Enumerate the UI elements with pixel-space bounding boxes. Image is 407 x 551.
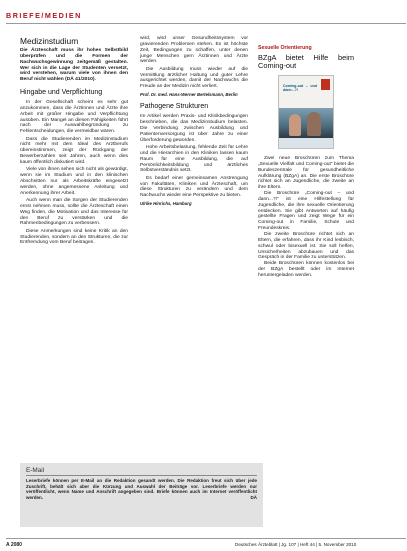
bzga-logo (321, 79, 330, 90)
brochure-cover-image (278, 75, 334, 149)
brochure-title: Coming-out – und dann...?! (283, 84, 317, 93)
article-column-2 (140, 36, 248, 206)
letter-2-byline: Ulrike Hinrichs, Hamburg (140, 201, 192, 207)
email-box-body: Leserbriefe können per E-Mail an die Redaktion gesandt werden. Die Redaktion freut sich über jede Zuschrift, behält sich aber die Kürzung und Auswahl der Beiträge vor. Leserbriefe werden nur veröffentlicht, wenn Name und Anschrift angegeben sind. Briefe können auch im Internet veröffentlicht werden. (26, 478, 257, 500)
email-box-rule (26, 475, 257, 476)
sidebar-headline: BZgA bietet Hilfe beim Coming-out (258, 52, 354, 71)
journal-citation: Deutsches Ärzteblatt | Jg. 107 | Heft 44 | 5. November 2010 (235, 542, 357, 547)
letter-1-byline: Prof. Dr. med. Hans-Werner Bertelsmann, Berlin (140, 92, 238, 98)
letter-1-subhead: Hingabe und Verpflichtung (20, 89, 103, 97)
sidebar-kicker: Sexuelle Orientierung (258, 45, 312, 51)
article-lead: Die Ärzteschaft muss ihr hohes Selbstbild überprüfen und die Formen der Nachwuchsgewinnung zeitgemäß gestalten. Wer sich in die Lage der Studenten versetzt, wird verstehen, warum viele von ihnen den Beruf nicht wählen (DÄ 41/2010). (20, 48, 128, 83)
section-label: BRIEFE/MEDIEN (6, 11, 82, 20)
letter-2-paragraph: Hohe Arbeitsbelastung, fehlende Zeit für Lehre und die Hierarchien in den Kliniken lassen kaum Raum für eine Ausbildung, die auf Persönlichkeitsbildung und ärztliches Selbstverständnis setzt. (140, 145, 248, 174)
letter-1-paragraph: Viele von ihnen sehen sich nicht als gewürdigt, wenn sie im Studium und in den klinischen Abschnitten nur als Arbeitskräfte eingesetzt werden, ohne angemessene Anleitung und Anerkennung ihrer Arbeit. (20, 167, 128, 196)
brochure-band (279, 138, 333, 148)
letter-1-paragraph: wird, wird unser Gesundheitssystem vor gravierenden Problemen stehen. Es ist höchste Zeit, Bedingungen zu schaffen, unter denen junge Menschen gern Ärztinnen und Ärzte werden. (140, 36, 248, 65)
letter-1-paragraph: Dass die Studierenden im Medizinstudium nicht mehr mit dem Ideal des Arztberufs übereinstimmen, zeigt der Rückgang der Bewerberzahlen seit Jahren, auch wenn dies kaum öffentlich diskutiert wird. (20, 136, 128, 165)
email-box-text (26, 478, 257, 500)
sidebar-paragraph: Beide Broschüren können kostenlos bei der BZgA bestellt oder im Internet heruntergeladen werden. (258, 261, 354, 278)
article-column-1 (20, 36, 128, 248)
sidebar-text (258, 156, 354, 279)
person-figure (307, 112, 321, 136)
person-figure (289, 114, 301, 136)
sidebar-paragraph: Die zweite Broschüre richtet sich an Eltern, die erfahren, dass ihr Kind lesbisch, schwul oder bisexuell ist. Sie soll helfen, Unsicherheiten abzubauen und das Gespräch in der Familie zu unterstützen. (258, 232, 354, 261)
email-box-signature: DÄ (250, 494, 257, 500)
email-box-title: E-Mail (26, 467, 45, 474)
footer-rule (6, 538, 406, 539)
article-headline: Medizinstudium (20, 36, 79, 46)
page-number: A 2080 (6, 542, 22, 548)
letter-1-paragraph: Auch wenn man die Sorgen der Studierenden ernst nehmen muss, sollte die Ärzteschaft einen Weg finden, die Motivation und das Interesse für den Beruf zu verstärken und die Rahmenbedingungen zu verbessern. (20, 198, 128, 227)
sidebar-paragraph: Die Broschüre „Coming-out – und dann...?!“ ist eine Hilfestellung für Jugendliche, die ihre sexuelle Orientierung entdecken. Sie gibt Antworten auf häufig gestellte Fragen und zeigt Wege für ein Coming-out in Familie, Schule und Freundeskreis. (258, 191, 354, 232)
email-info-box (20, 463, 263, 527)
letter-1-paragraph: Die Ausbildung muss wieder auf die Vermittlung ärztlicher Haltung und guter Lehre ausgerichtet werden, damit der Nachwuchs die Freude an der Medizin nicht verliert. (140, 66, 248, 90)
letter-2-subhead: Pathogene Strukturen (140, 103, 209, 111)
header-rule (6, 23, 406, 24)
letter-1-paragraph: In der Gesellschaft scheint es sehr gut anzukommen, dass die Ärztinnen und Ärzte ihre Arbeit mit großer Hingabe und Verpflichtung ausüben. Ein Mangel an diesen Fähigkeiten führt nach der Auswahlbegründung zu Fehlentscheidungen, die vermeidbar wären. (20, 100, 128, 135)
letter-2-paragraph: Im Artikel werden Praxis- und Klinikbedingungen beschrieben, die das Medizinstudium belasten. Die Verbindung zwischen Ausbildung und Patientenversorgung ist über Jahre zu einer Überforderung geworden. (140, 114, 248, 143)
letter-2-paragraph: Es bedarf einer gemeinsamen Anstrengung von Fakultäten, Kliniken und Ärzteschaft, um diese Strukturen zu verändern und dem Nachwuchs wieder eine Perspektive zu bieten. (140, 175, 248, 199)
sidebar-paragraph: Zwei neue Broschüren zum Thema „Sexuelle Vielfalt und Coming-out“ bietet die Bundeszentrale für gesundheitliche Aufklärung (BZgA) an. Die erste Broschüre richtet sich an Jugendliche, die zweite an ihre Eltern. (258, 156, 354, 191)
letter-1-paragraph: Diese Anmerkungen sind keine Kritik an den Studierenden, sondern an den Strukturen, die zur Entfremdung vom Beruf beitragen. (20, 228, 128, 246)
brochure-photo (279, 108, 333, 138)
sidebar-column (258, 46, 354, 279)
